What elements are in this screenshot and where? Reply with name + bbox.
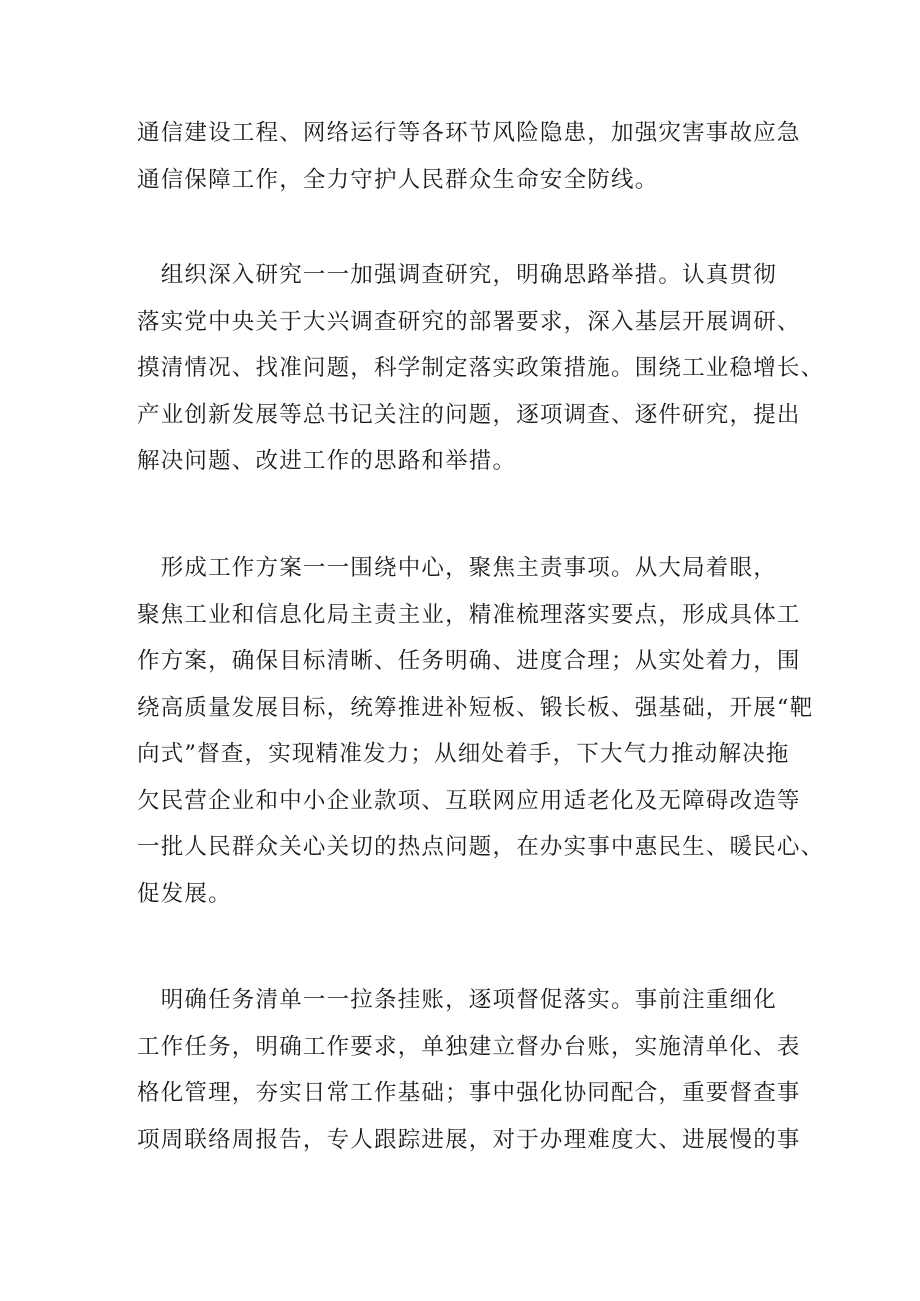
text-line: 形成工作方案一一围绕中心，聚焦主责事项。从大局着眼，	[137, 555, 777, 581]
text-line: 欠民营企业和中小企业款项、互联网应用适老化及无障碍改造等	[137, 787, 801, 814]
text-line: 通信建设工程、网络运行等各环节风险隐患，加强灾害事故应急	[137, 120, 801, 146]
text-line: 解决问题、改进工作的思路和举措。	[137, 448, 517, 474]
text-line: 聚焦工业和信息化局主责主业，精准梳理落实要点，形成具体工	[137, 601, 801, 628]
paragraph-2	[137, 252, 825, 485]
text-line: 工作任务，明确工作要求，单独建立督办台账，实施清单化、表	[137, 1033, 801, 1060]
text-line: 产业创新发展等总书记关注的问题，逐项调查、逐件研究，提出	[137, 401, 801, 428]
text-line: 明确任务清单一一拉条挂账，逐项督促落实。事前注重细化	[137, 987, 777, 1013]
text-line: 项周联络周报告，专人跟踪进展，对于办理难度大、进展慢的事	[137, 1126, 801, 1153]
text-line: 摸清情况、找准问题，科学制定落实政策措施。围绕工业稳增长、	[137, 355, 825, 381]
text-line: 格化管理，夯实日常工作基础；事中强化协同配合，重要督查事	[137, 1080, 801, 1106]
paragraph-4	[137, 977, 801, 1163]
text-line: 促发展。	[137, 880, 232, 907]
text-line: 绕高质量发展目标，统筹推进补短板、锻长板、强基础，开展“靶	[137, 694, 814, 721]
text-line: 作方案，确保目标清晰、任务明确、进度合理；从实处着力，围	[137, 648, 801, 674]
paragraph-3	[137, 545, 825, 917]
text-line: 向式”督查，实现精准发力；从细处着手，下大气力推动解决拖	[137, 741, 790, 767]
paragraph-1	[137, 110, 801, 203]
text-line: 落实党中央关于大兴调查研究的部署要求，深入基层开展调研、	[137, 308, 801, 335]
text-line: 一批人民群众关心关切的热点问题，在办实事中惠民生、暖民心、	[137, 834, 825, 860]
text-line: 通信保障工作，全力守护人民群众生命安全防线。	[137, 166, 659, 193]
text-line: 组织深入研究一一加强调查研究，明确思路举措。认真贯彻	[137, 262, 777, 288]
